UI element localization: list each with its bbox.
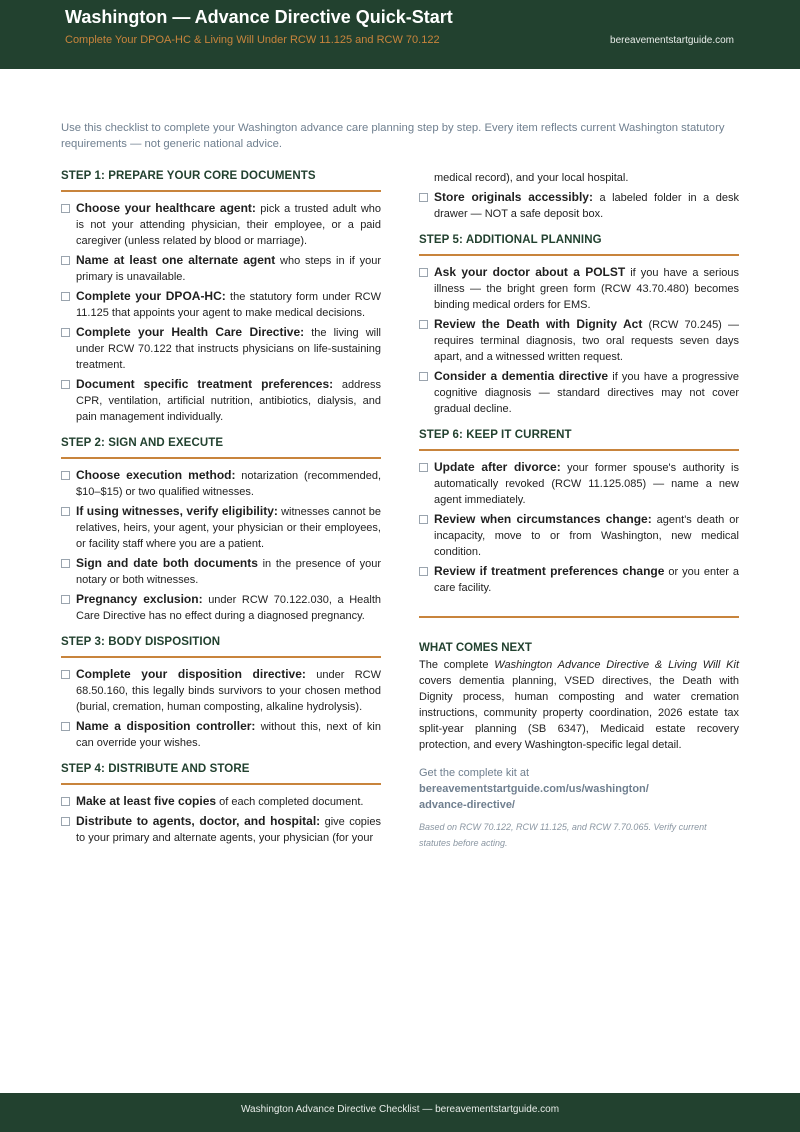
checklist-item: Name at least one alternate agent who steps in if your primary is unavailable. <box>61 252 381 285</box>
checklist-item: Update after divorce: your former spouse's authority is automatically revoked (RCW 11.125.085) — name a new agent immediately. <box>419 459 739 508</box>
right-column <box>419 170 739 851</box>
statute-note: Based on RCW 70.122, RCW 11.125, and RCW 7.70.065. Verify current statutes before acting. <box>419 822 707 848</box>
kit-name: Washington Advance Directive & Living Will Kit <box>494 659 739 671</box>
page-footer: Washington Advance Directive Checklist — bereavementstartguide.com <box>0 1093 800 1132</box>
checkbox-icon[interactable] <box>61 559 70 568</box>
checkbox-icon[interactable] <box>61 292 70 301</box>
step-1 <box>61 170 381 425</box>
intro-text: Use this checklist to complete your Washington advance care planning step by step. Every item reflects current Washington statutory requirements — not generic national advice. <box>61 122 725 150</box>
step-5 <box>419 234 739 417</box>
step-3 <box>61 636 381 751</box>
step-title: STEP 4: DISTRIBUTE AND STORE <box>61 763 381 785</box>
item-continuation: medical record), and your local hospital. <box>434 172 629 184</box>
step-title: STEP 2: SIGN AND EXECUTE <box>61 437 381 459</box>
checklist-item: Distribute to agents, doctor, and hospital: give copies to your primary and alternate agents, your physician (for your <box>61 813 381 846</box>
checkbox-icon[interactable] <box>61 380 70 389</box>
step-title: STEP 1: PREPARE YOUR CORE DOCUMENTS <box>61 170 381 192</box>
page-subtitle: Complete Your DPOA-HC & Living Will Under RCW 11.125 and RCW 70.122 <box>65 34 440 46</box>
checklist-item: Complete your disposition directive: under RCW 68.50.160, this legally binds survivors to your chosen method (burial, cremation, human composting, alkaline hydrolysis). <box>61 666 381 715</box>
step-2 <box>61 437 381 624</box>
checkbox-icon[interactable] <box>61 204 70 213</box>
checklist-item: Make at least five copies of each completed document. <box>61 793 381 810</box>
page-title: Washington — Advance Directive Quick-Start <box>65 7 453 27</box>
checklist-item: Name a disposition controller: without this, next of kin can override your wishes. <box>61 718 381 751</box>
checkbox-icon[interactable] <box>61 256 70 265</box>
left-column <box>61 170 381 858</box>
checkbox-icon[interactable] <box>61 471 70 480</box>
checkbox-icon[interactable] <box>61 328 70 337</box>
checkbox-icon[interactable] <box>419 463 428 472</box>
checklist-item: Store originals accessibly: a labeled folder in a desk drawer — NOT a safe deposit box. <box>419 189 739 222</box>
next-body: The complete Washington Advance Directive & Living Will Kit covers dementia planning, VSED directives, the Death with Dignity process, human composting and water cremation instructions, community property coordination, 2026 estate tax split-year planning (SB 6347), Medicaid estate recovery protection, and every Washington-specific legal detail. <box>419 659 739 751</box>
step-6 <box>419 429 739 596</box>
what-comes-next <box>419 642 739 851</box>
checklist-item: Document specific treatment preferences: address CPR, ventilation, artificial nutrition, antibiotics, dialysis, and pain management individually. <box>61 376 381 425</box>
checklist-item: Ask your doctor about a POLST if you have a serious illness — the bright green form (RCW 43.70.480) becomes binding medical orders for EMS. <box>419 264 739 313</box>
checklist-item: Sign and date both documents in the presence of your notary or both witnesses. <box>61 555 381 588</box>
checkbox-icon[interactable] <box>419 567 428 576</box>
checklist-item: If using witnesses, verify eligibility: witnesses cannot be relatives, heirs, your agent, your physician or their employees, or facility staff where you are a patient. <box>61 503 381 552</box>
step-4 <box>61 763 381 846</box>
divider <box>419 616 739 618</box>
checklist-item: Complete your DPOA-HC: the statutory form under RCW 11.125 that appoints your agent to make medical decisions. <box>61 288 381 321</box>
checkbox-icon[interactable] <box>419 268 428 277</box>
checklist-item: Review the Death with Dignity Act (RCW 70.245) — requires terminal diagnosis, two oral requests seven days apart, and a witnessed written request. <box>419 316 739 365</box>
step-title: STEP 3: BODY DISPOSITION <box>61 636 381 658</box>
checklist-item: Complete your Health Care Directive: the living will under RCW 70.122 that instructs physicians on life-sustaining treatment. <box>61 324 381 373</box>
checkbox-icon[interactable] <box>61 670 70 679</box>
header-site: bereavementstartguide.com <box>610 35 734 46</box>
checklist-item: Review if treatment preferences change or you enter a care facility. <box>419 563 739 596</box>
checklist-item: Consider a dementia directive if you have a progressive cognitive diagnosis — standard directives may not cover gradual decline. <box>419 368 739 417</box>
checklist-item: Choose your healthcare agent: pick a trusted adult who is not your attending physician, their employee, or a paid caregiver (unless related by blood or marriage). <box>61 200 381 249</box>
checkbox-icon[interactable] <box>419 320 428 329</box>
checkbox-icon[interactable] <box>61 797 70 806</box>
kit-label: Get the complete kit at <box>419 767 530 779</box>
next-title: WHAT COMES NEXT <box>419 642 532 654</box>
checkbox-icon[interactable] <box>419 515 428 524</box>
checkbox-icon[interactable] <box>61 817 70 826</box>
checkbox-icon[interactable] <box>419 372 428 381</box>
step-title: STEP 6: KEEP IT CURRENT <box>419 429 739 451</box>
checkbox-icon[interactable] <box>61 507 70 516</box>
checkbox-icon[interactable] <box>61 722 70 731</box>
checklist-item: Choose execution method: notarization (recommended, $10–$15) or two qualified witnesses. <box>61 467 381 500</box>
checklist-item: Pregnancy exclusion: under RCW 70.122.030, a Health Care Directive has no effect during a diagnosed pregnancy. <box>61 591 381 624</box>
checkbox-icon[interactable] <box>419 193 428 202</box>
step-4-continued <box>419 189 739 222</box>
checkbox-icon[interactable] <box>61 595 70 604</box>
kit-link[interactable]: bereavementstartguide.com/us/washington/ advance-directive/ <box>419 783 649 811</box>
page-header <box>0 0 800 69</box>
step-title: STEP 5: ADDITIONAL PLANNING <box>419 234 739 256</box>
checklist-item: Review when circumstances change: agent's death or incapacity, move to or from Washington, new medical condition. <box>419 511 739 560</box>
